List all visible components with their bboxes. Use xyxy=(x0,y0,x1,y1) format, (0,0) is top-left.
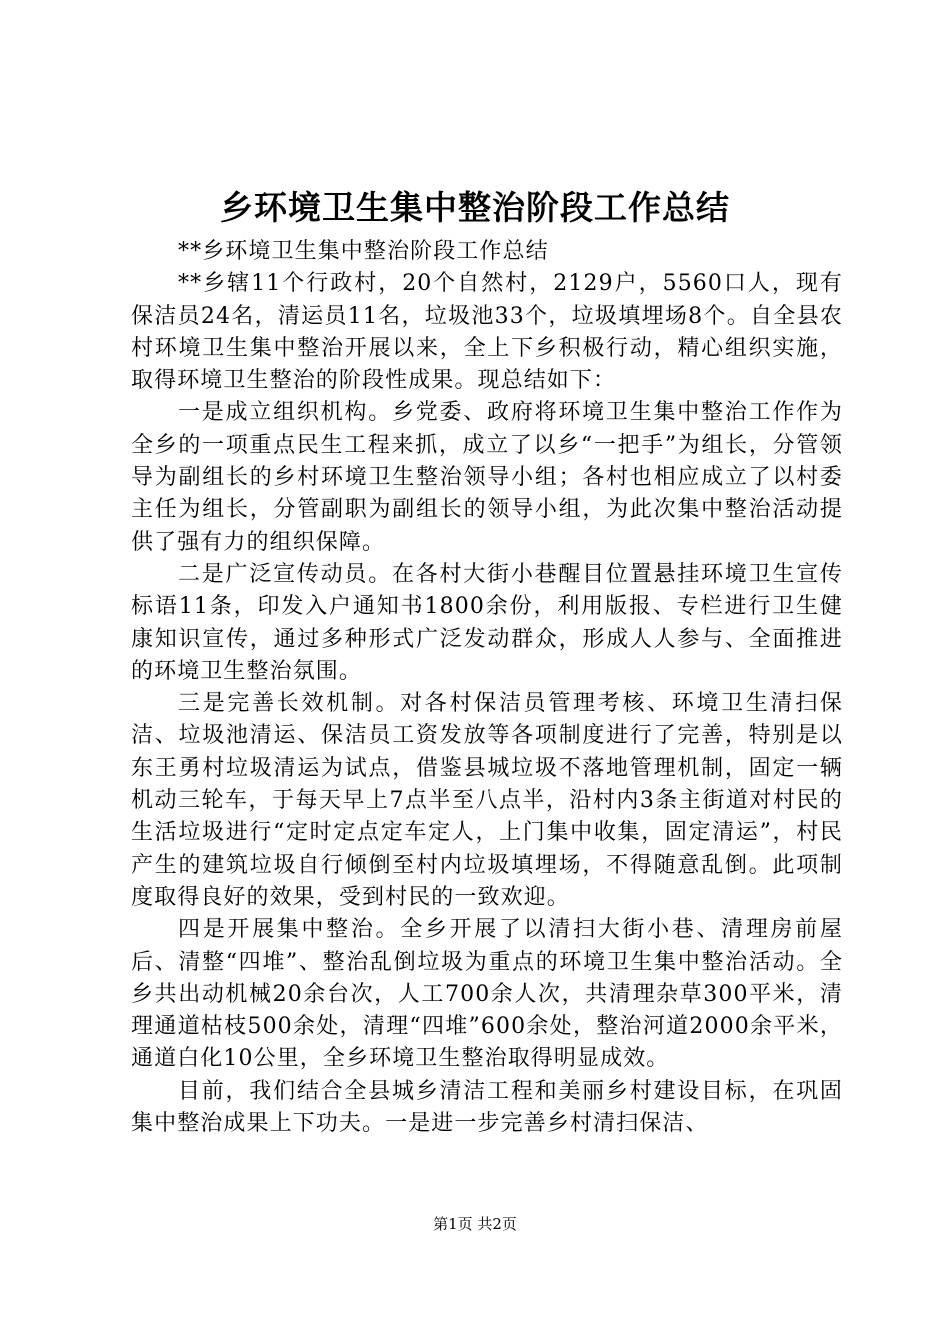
page-footer: 第1页 共2页 xyxy=(433,1215,517,1233)
document-body xyxy=(131,236,843,1140)
document-title: 乡环境卫生集中整治阶段工作总结 xyxy=(220,188,730,227)
paragraph-publicity: 二是广泛宣传动员。在各村大街小巷醒目位置悬挂环境卫生宣传标语11条，印发入户通知书1800余份，利用版报、专栏进行卫生健康知识宣传，通过多种形式广泛发动群众，形成人人参与、全面推进的环境卫生整治氛围。 xyxy=(131,561,843,684)
paragraph-subtitle: **乡环境卫生集中整治阶段工作总结 xyxy=(178,239,549,264)
paragraph-rectification: 四是开展集中整治。全乡开展了以清扫大街小巷、清理房前屋后、清整“四堆”、整治乱倒垃圾为重点的环境卫生集中整治活动。全乡共出动机械20余台次，人工700余人次，共清理杂草300平米，清理通道枯枝500余处，清理“四堆”600余处，整治河道2000余平米，通道白化10公里，全乡环境卫生整治取得明显成效。 xyxy=(131,917,843,1072)
paragraph-mechanism: 三是完善长效机制。对各村保洁员管理考核、环境卫生清扫保洁、垃圾池清运、保洁员工资发放等各项制度进行了完善，特别是以东王勇村垃圾清运为试点，借鉴县城垃圾不落地管理机制，固定一辆机动三轮车，于每天早上7点半至八点半，沿村内3条主街道对村民的生活垃圾进行“定时定点定车定人，上门集中收集，固定清运”，村民产生的建筑垃圾自行倾倒至村内垃圾填埋场，不得随意乱倒。此项制度取得良好的效果，受到村民的一致欢迎。 xyxy=(131,691,843,910)
paragraph-current: 目前，我们结合全县城乡清洁工程和美丽乡村建设目标，在巩固集中整治成果上下功夫。一是进一步完善乡村清扫保洁、 xyxy=(131,1078,843,1137)
paragraph-organization: 一是成立组织机构。乡党委、政府将环境卫生集中整治工作作为全乡的一项重点民生工程来抓，成立了以乡“一把手”为组长，分管领导为副组长的乡村环境卫生整治领导小组；各村也相应成立了以村委主任为组长，分管副职为副组长的领导小组，为此次集中整治活动提供了强有力的组织保障。 xyxy=(131,400,843,555)
paragraph-intro: **乡辖11个行政村，20个自然村，2129户，5560口人，现有保洁员24名，清运员11名，垃圾池33个，垃圾填埋场8个。自全县农村环境卫生集中整治开展以来，全上下乡积极行动，精心组织实施，取得环境卫生整治的阶段性成果。现总结如下： xyxy=(131,271,843,394)
